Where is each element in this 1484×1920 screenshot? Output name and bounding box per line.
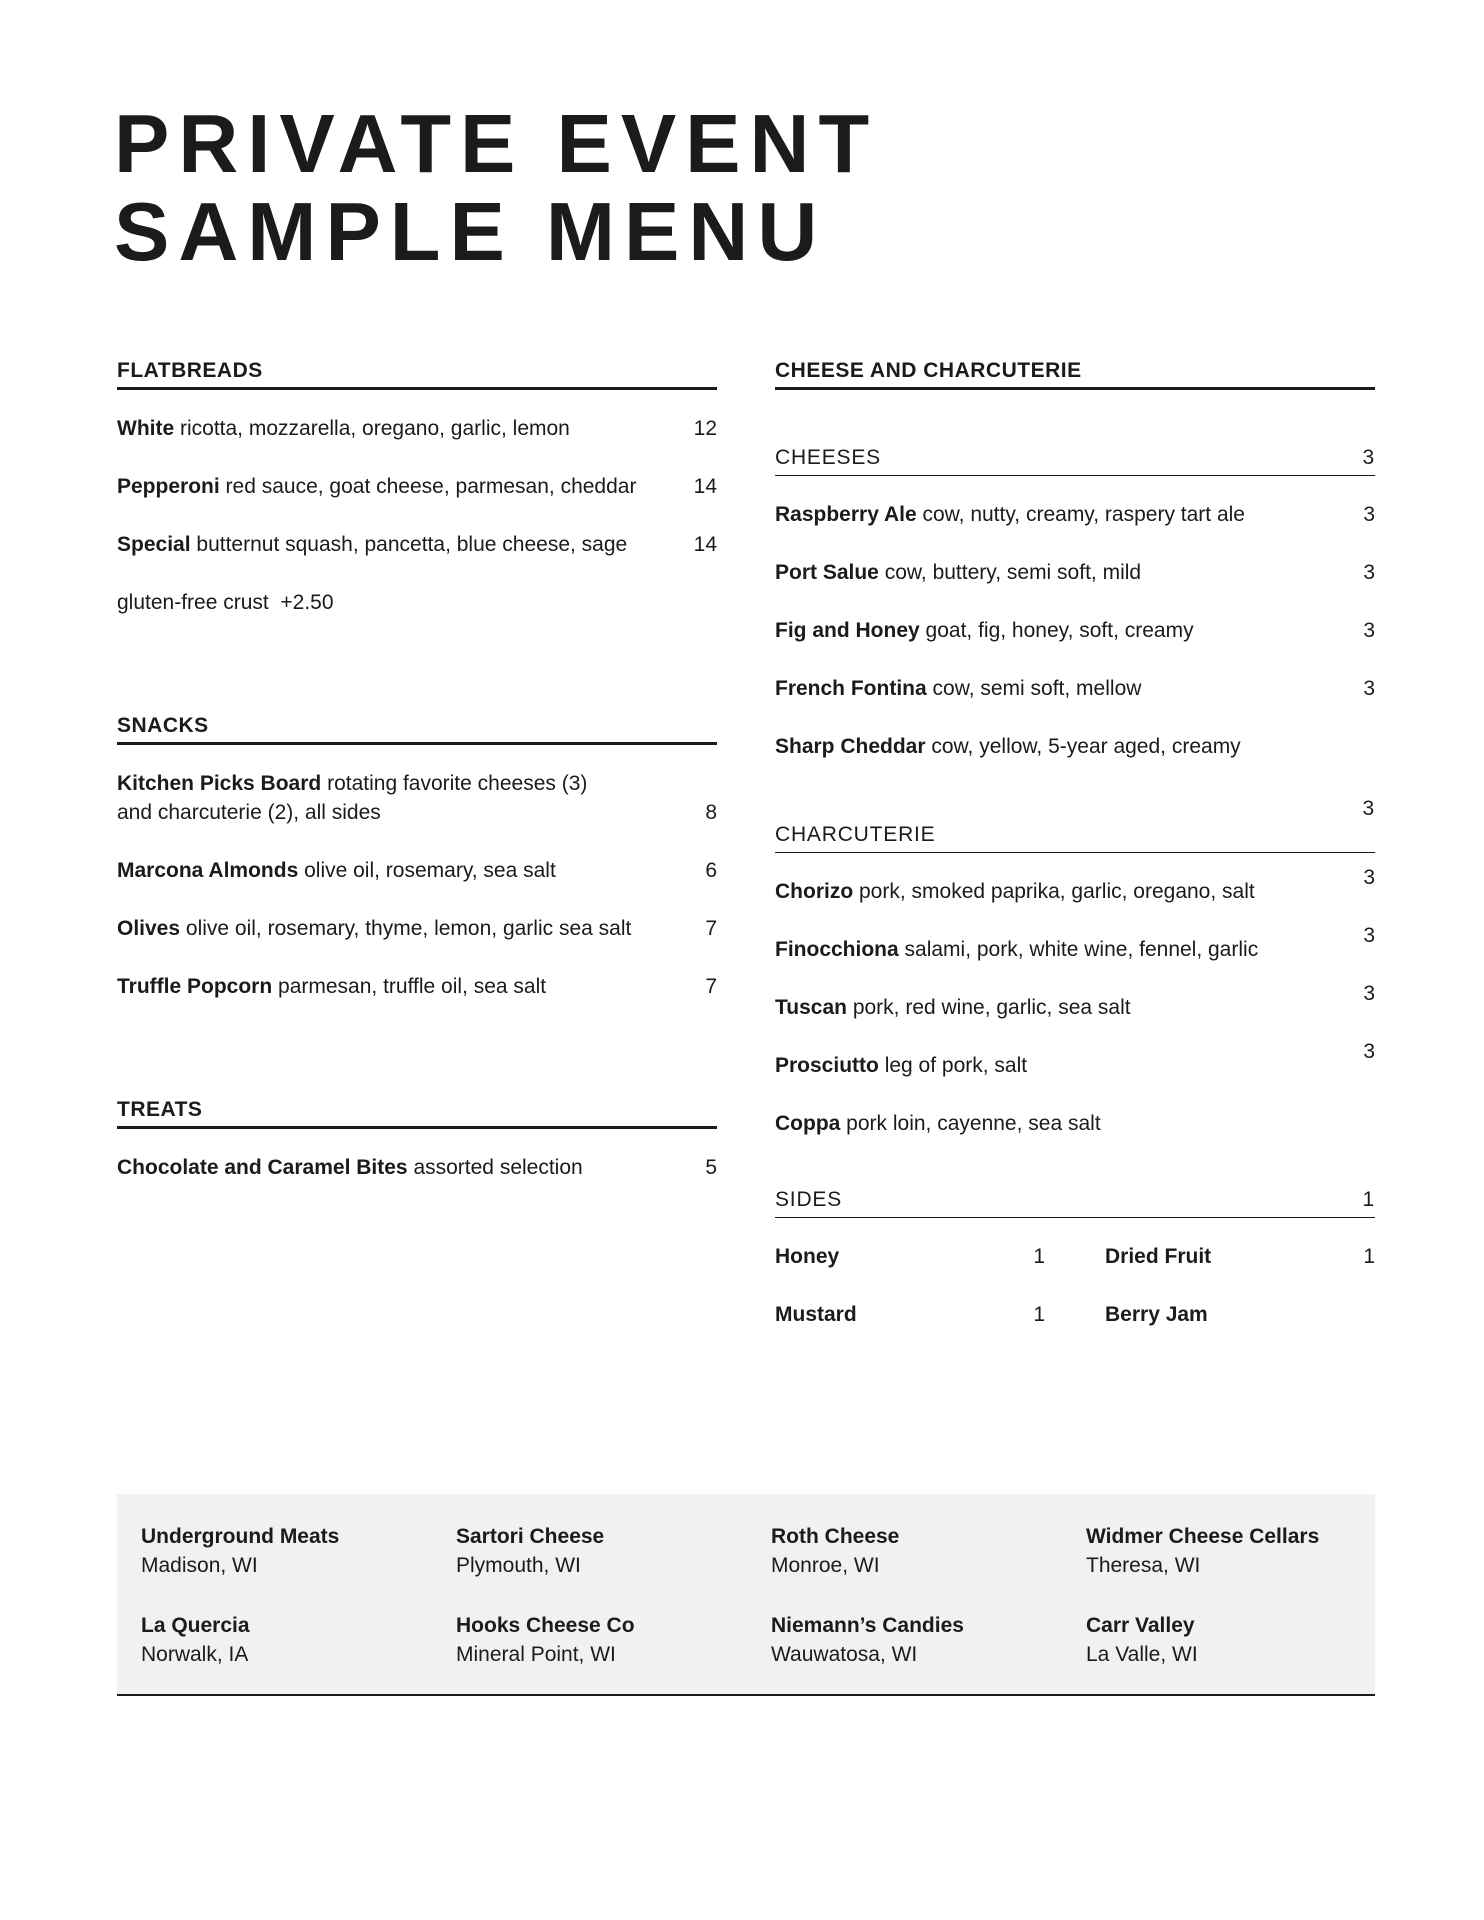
gluten-free-note: gluten-free crust +2.50 [117, 591, 334, 614]
supplier [141, 1611, 456, 1700]
supplier-name: Hooks Cheese Co [456, 1614, 635, 1637]
item-desc: olive oil, rosemary, thyme, lemon, garlic sea salt [185, 917, 632, 940]
menu-item [117, 530, 717, 559]
item-price: 3 [1363, 866, 1375, 889]
title-line-2: SAMPLE MENU [114, 185, 827, 278]
subheading-price: 1 [1362, 1188, 1375, 1211]
supplier-name: Carr Valley [1086, 1614, 1195, 1637]
item-price: 6 [705, 859, 717, 882]
supplier-location: Wauwatosa, WI [771, 1643, 918, 1666]
item-price: 1 [1363, 1245, 1375, 1268]
subheading-charcuterie [775, 797, 1375, 853]
item-name: Kitchen Picks Board [117, 772, 322, 795]
subheading-cheeses [775, 440, 1375, 476]
item-price: 7 [705, 975, 717, 998]
menu-item [775, 616, 1375, 645]
side-item [1105, 1300, 1375, 1329]
item-price: 1 [1033, 1245, 1045, 1268]
item-name: Chorizo [775, 880, 854, 903]
supplier-name: Widmer Cheese Cellars [1086, 1525, 1320, 1548]
item-name: Raspberry Ale [775, 503, 917, 526]
item-name: Special [117, 533, 191, 556]
menu-item [117, 769, 717, 827]
item-desc: cow, yellow, 5-year aged, creamy [931, 735, 1241, 758]
item-price: 3 [1363, 503, 1375, 526]
item-desc: olive oil, rosemary, sea salt [304, 859, 556, 882]
title-line-1: PRIVATE EVENT [114, 97, 879, 190]
treats-section [117, 1091, 717, 1182]
menu-item [775, 500, 1375, 529]
menu-item [117, 414, 717, 443]
side-item [1105, 1242, 1375, 1271]
item-price: 12 [693, 417, 717, 440]
supplier-name: La Quercia [141, 1614, 250, 1637]
item-desc: pork loin, cayenne, sea salt [846, 1112, 1101, 1135]
item-price: 14 [693, 475, 717, 498]
menu-item [117, 856, 717, 885]
item-desc: leg of pork, salt [884, 1054, 1028, 1077]
item-desc: ricotta, mozzarella, oregano, garlic, lemon [180, 417, 570, 440]
item-name: Port Salue [775, 561, 879, 584]
sides-grid [775, 1218, 1375, 1329]
item-desc: rotating favorite cheeses (3) and charcuterie (2), all sides [117, 772, 588, 824]
side-item [775, 1242, 1045, 1271]
snacks-section [117, 707, 717, 1001]
menu-item [117, 972, 717, 1001]
item-name: Finocchiona [775, 938, 899, 961]
item-desc: pork, smoked paprika, garlic, oregano, salt [859, 880, 1255, 903]
item-name: Coppa [775, 1112, 841, 1135]
section-heading-cheese-charcuterie: CHEESE AND CHARCUTERIE [775, 352, 1375, 390]
menu-item [775, 866, 1375, 906]
supplier [771, 1522, 1086, 1611]
sides-group [775, 1182, 1375, 1329]
item-price: 3 [1363, 982, 1375, 1005]
item-name: Sharp Cheddar [775, 735, 926, 758]
section-heading-snacks: SNACKS [117, 707, 717, 745]
subheading-label: SIDES [775, 1188, 843, 1211]
menu-item [775, 924, 1375, 964]
supplier-location: La Valle, WI [1086, 1643, 1198, 1666]
sides-gutter [1045, 1218, 1105, 1271]
subheading-sides [775, 1182, 1375, 1218]
menu-item [117, 472, 717, 501]
item-name: French Fontina [775, 677, 927, 700]
supplier-location: Plymouth, WI [456, 1554, 581, 1577]
item-name: Berry Jam [1105, 1303, 1208, 1326]
item-name: Prosciutto [775, 1054, 879, 1077]
menu-item [117, 1153, 717, 1182]
item-name: Mustard [775, 1303, 857, 1326]
item-desc: butternut squash, pancetta, blue cheese, sage [196, 533, 628, 556]
supplier-name: Roth Cheese [771, 1525, 900, 1548]
item-price: 3 [1363, 677, 1375, 700]
item-price: 14 [693, 533, 717, 556]
subheading-label: CHEESES [775, 446, 881, 469]
menu-item [775, 674, 1375, 703]
subheading-price: 3 [1362, 446, 1375, 469]
supplier [771, 1611, 1086, 1700]
item-name: Tuscan [775, 996, 847, 1019]
supplier [456, 1611, 771, 1700]
item-desc: pork, red wine, garlic, sea salt [852, 996, 1131, 1019]
section-heading-flatbreads: FLATBREADS [117, 352, 717, 390]
suppliers-panel [117, 1494, 1375, 1696]
item-desc: parmesan, truffle oil, sea salt [278, 975, 547, 998]
supplier [456, 1522, 771, 1611]
item-name: Marcona Almonds [117, 859, 299, 882]
subheading-label: CHARCUTERIE [775, 823, 936, 846]
item-name: Fig and Honey [775, 619, 920, 642]
item-desc: assorted selection [413, 1156, 583, 1179]
item-name: Honey [775, 1245, 840, 1268]
subheading-price: 3 [1362, 797, 1375, 820]
item-price: 3 [1363, 1040, 1375, 1063]
item-name: White [117, 417, 175, 440]
item-price: 3 [1363, 619, 1375, 642]
item-name: Truffle Popcorn [117, 975, 273, 998]
menu-item [775, 1109, 1375, 1138]
item-desc: goat, fig, honey, soft, creamy [925, 619, 1194, 642]
item-desc: red sauce, goat cheese, parmesan, cheddar [225, 475, 637, 498]
supplier [1086, 1611, 1386, 1700]
supplier-name: Niemann’s Candies [771, 1614, 964, 1637]
item-price: 3 [1363, 561, 1375, 584]
side-item [775, 1300, 1045, 1329]
item-desc: cow, semi soft, mellow [932, 677, 1142, 700]
item-price: 1 [1033, 1303, 1045, 1326]
menu-item [775, 1040, 1375, 1080]
right-column [775, 352, 1375, 1385]
supplier-name: Sartori Cheese [456, 1525, 605, 1548]
menu-item [117, 914, 717, 943]
supplier [1086, 1522, 1386, 1611]
supplier-location: Monroe, WI [771, 1554, 880, 1577]
item-name: Olives [117, 917, 181, 940]
item-name: Chocolate and Caramel Bites [117, 1156, 408, 1179]
item-price: 5 [705, 1156, 717, 1179]
item-desc: cow, buttery, semi soft, mild [884, 561, 1142, 584]
supplier-location: Mineral Point, WI [456, 1643, 616, 1666]
left-column [117, 352, 717, 1272]
charcuterie-group [775, 797, 1375, 1138]
menu-item [775, 558, 1375, 587]
cheeses-group [775, 440, 1375, 761]
flatbreads-section [117, 352, 717, 617]
supplier-location: Norwalk, IA [141, 1643, 249, 1666]
supplier-name: Underground Meats [141, 1525, 340, 1548]
item-name: Pepperoni [117, 475, 220, 498]
menu-item [775, 732, 1375, 761]
item-desc: cow, nutty, creamy, raspery tart ale [922, 503, 1245, 526]
section-heading-treats: TREATS [117, 1091, 717, 1129]
item-price: 3 [1363, 924, 1375, 947]
menu-item [775, 982, 1375, 1022]
item-price: 8 [705, 801, 717, 824]
item-name: Dried Fruit [1105, 1245, 1212, 1268]
supplier [141, 1522, 456, 1611]
item-price: 7 [705, 917, 717, 940]
sides-gutter [1045, 1271, 1105, 1329]
supplier-location: Theresa, WI [1086, 1554, 1201, 1577]
supplier-location: Madison, WI [141, 1554, 258, 1577]
page-title [114, 97, 879, 278]
item-desc: salami, pork, white wine, fennel, garlic [904, 938, 1259, 961]
